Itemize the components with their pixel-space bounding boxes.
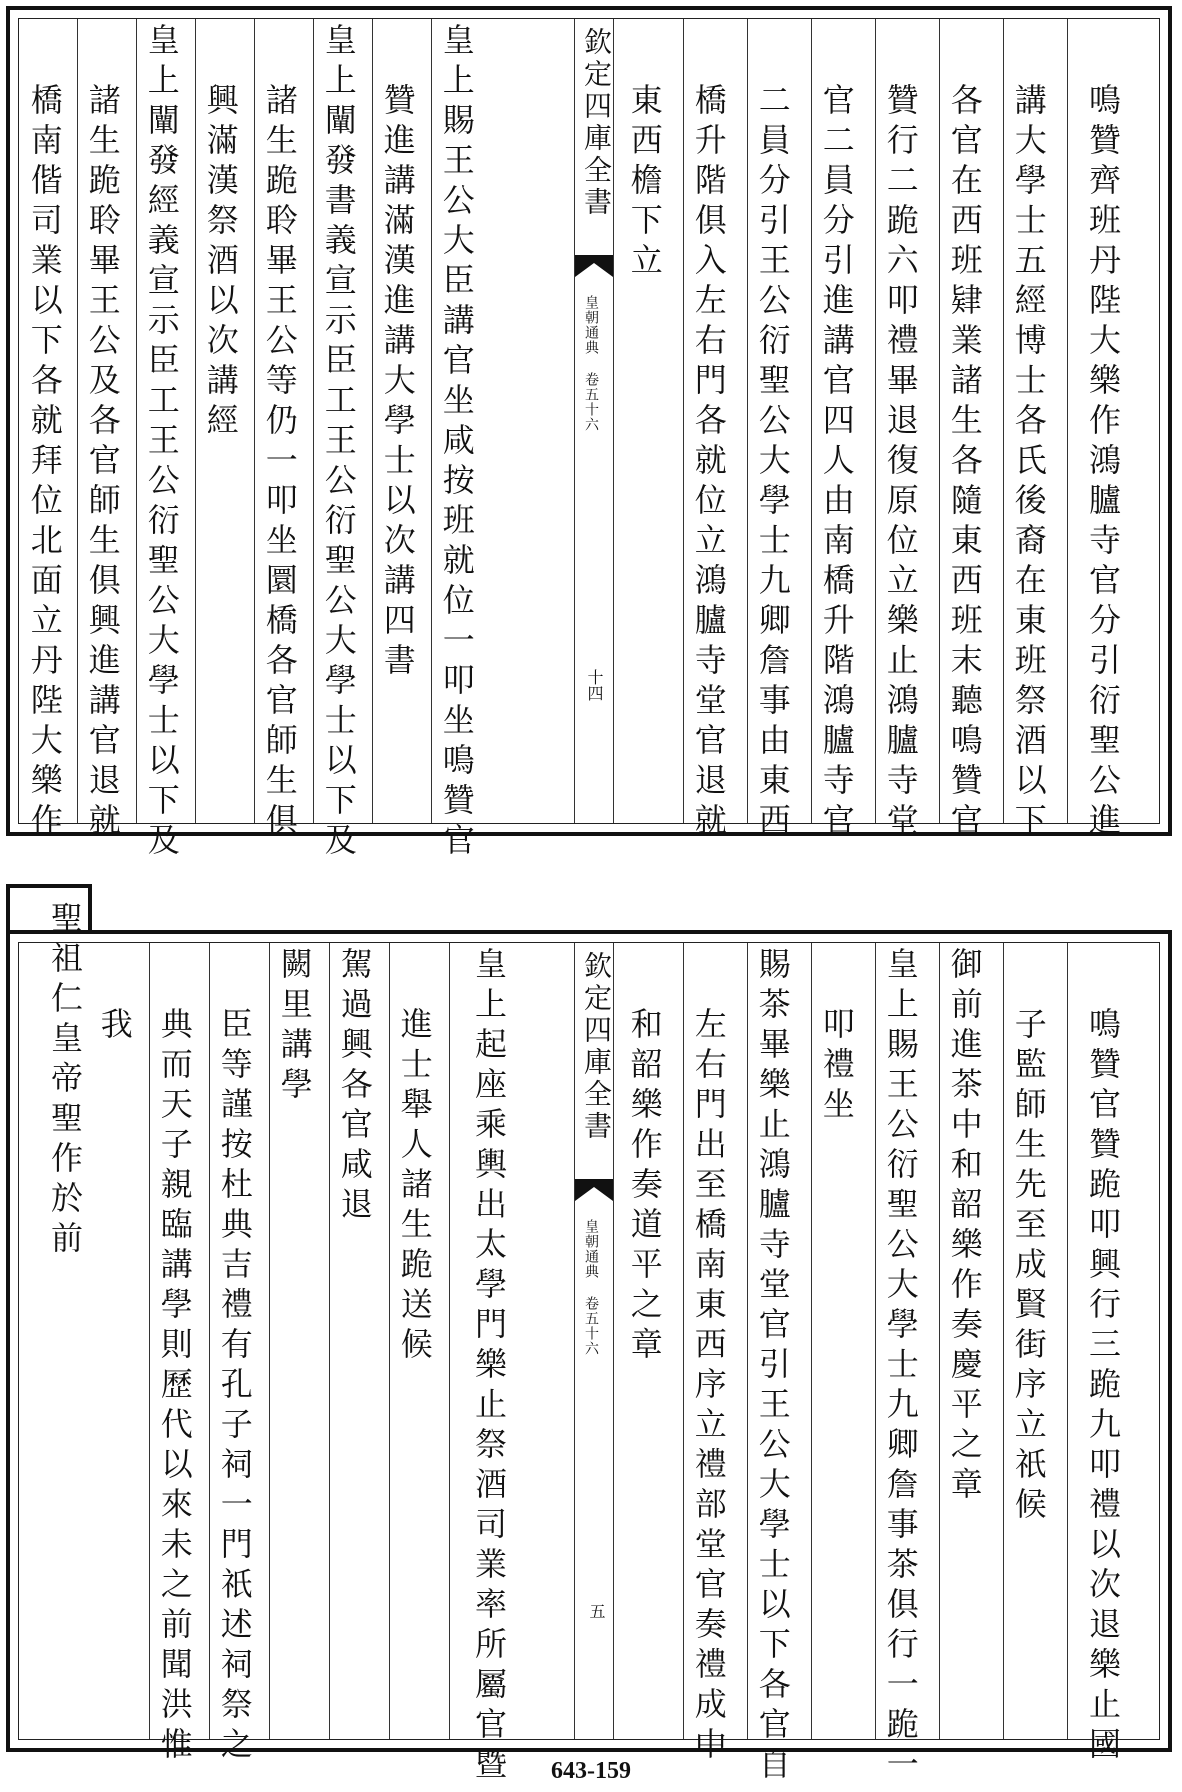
column-text: 橋南偕司業以下各就拜位北面立丹陛大樂作 [25, 83, 64, 843]
column-text: 講大學士五經博士各氏後裔在東班祭酒以下 [1009, 83, 1048, 843]
top-page-frame [18, 18, 1160, 863]
column-text: 駕過興各官咸退 [335, 947, 374, 1227]
text-column [77, 19, 127, 843]
column-text: 東西檐下立 [625, 83, 664, 283]
column-text: 叩禮坐 [817, 1007, 856, 1127]
column-text: 我 [95, 1007, 134, 1047]
column-text: 官二員分引進講官四人由南橋升階鴻臚寺官 [817, 83, 856, 843]
column-text: 橋升階俱入左右門各就位立鴻臚寺堂官退就 [689, 83, 728, 843]
column-text: 臣等謹按杜典吉禮有孔子祠一門祇述祠祭之 [215, 1007, 254, 1767]
text-column [195, 19, 245, 823]
column-text: 御前進茶中和韶樂作奏慶平之章 [945, 947, 984, 1507]
text-column [683, 19, 733, 843]
column-text: 各官在西班肄業諸生各隨東西班末聽鳴贊官 [945, 83, 984, 843]
fishtail-mark-icon [575, 1179, 613, 1209]
folio-number: 五 [587, 1603, 606, 1619]
column-text: 和韶樂作奏道平之章 [625, 1007, 664, 1367]
column-text: 闕里講學 [275, 947, 314, 1107]
bottom-left-block [89, 943, 559, 1787]
column-text: 諸生跪聆畢王公及各官師生俱興進講官退就 [83, 83, 122, 843]
text-column [683, 943, 733, 1767]
column-text: 聖祖仁皇帝聖作於前 [46, 901, 84, 1261]
column-text: 鳴贊官贊跪叩興行三跪九叩禮以次退樂止國 [1084, 1007, 1122, 1767]
text-column [1003, 19, 1053, 843]
column-text: 賜茶畢樂止鴻臚寺堂官引王公大學士以下各官自 [753, 947, 792, 1787]
volume-label: 皇朝通典 卷五十六 [583, 295, 599, 432]
text-column [136, 19, 186, 863]
text-column [1067, 943, 1127, 1767]
bottom-center-column [574, 943, 614, 1739]
column-text: 諸生跪聆畢王公等仍一叩坐圜橋各官師生俱 [260, 83, 299, 843]
text-column [619, 19, 669, 823]
bottom-right-block [619, 943, 1161, 1787]
column-text: 二員分引王公衍聖公大學士九卿詹事由東西 [753, 83, 792, 843]
column-text: 左右門出至橋南東西序立禮部堂官奏禮成中 [689, 1007, 728, 1767]
text-column [619, 943, 669, 1739]
volume-label: 皇朝通典 卷五十六 [583, 1219, 599, 1356]
column-text: 鳴贊齊班丹陛大樂作鴻臚寺官分引衍聖公進 [1084, 83, 1122, 843]
column-text: 興滿漢祭酒以次講經 [201, 83, 240, 443]
text-column [329, 943, 379, 1739]
text-column [747, 943, 797, 1787]
book-title: 欽定四庫全書 [580, 27, 613, 219]
text-column [939, 943, 989, 1739]
text-column [747, 19, 797, 843]
column-text: 皇上賜王公大臣講官坐咸按班就位一叩坐鳴贊官 [437, 23, 476, 863]
text-column [313, 19, 363, 863]
margin-column [19, 901, 89, 1739]
text-column [89, 943, 139, 1739]
text-column [449, 943, 513, 1787]
column-text: 典而天子親臨講學則歷代以來未之前聞洪惟 [155, 1007, 194, 1767]
text-column [1003, 943, 1053, 1739]
column-text: 皇上闡發經義宣示臣工王公衍聖公大學士以下及 [142, 23, 181, 863]
column-text: 贊行二跪六叩禮畢退復原位立樂止鴻臚寺堂 [881, 83, 920, 843]
text-column [939, 19, 989, 843]
text-column [209, 943, 259, 1767]
text-column [254, 19, 304, 843]
text-column [1067, 19, 1127, 843]
column-text: 皇上闡發書義宣示臣工王公衍聖公大學士以下及 [319, 23, 358, 863]
column-text: 贊進講滿漢進講大學士以次講四書 [378, 83, 417, 683]
column-text: 皇上起座乘輿出太學門樂止祭酒司業率所屬官暨 [470, 947, 508, 1787]
book-title: 欽定四庫全書 [580, 951, 613, 1143]
page-footer-number: 643-159 [551, 1758, 631, 1784]
top-page [6, 6, 1172, 863]
text-column [389, 943, 439, 1739]
text-column [149, 943, 199, 1767]
text-column [875, 943, 925, 1787]
folio-number: 十四 [585, 669, 604, 701]
text-column [372, 19, 422, 823]
text-column [811, 943, 861, 1739]
text-column [269, 943, 319, 1739]
text-column [19, 19, 69, 843]
column-text: 子監師生先至成賢街序立祇候 [1009, 1007, 1048, 1527]
top-center-column [574, 19, 614, 823]
column-text: 皇上賜王公衍聖公大學士九卿詹事茶俱行一跪一 [881, 947, 920, 1787]
top-right-block [619, 19, 1161, 843]
top-left-block [19, 19, 489, 863]
text-column [811, 19, 861, 843]
fishtail-mark-icon [575, 255, 613, 285]
column-text: 進士舉人諸生跪送候 [395, 1007, 434, 1367]
text-column [875, 19, 925, 843]
text-column [431, 19, 481, 863]
